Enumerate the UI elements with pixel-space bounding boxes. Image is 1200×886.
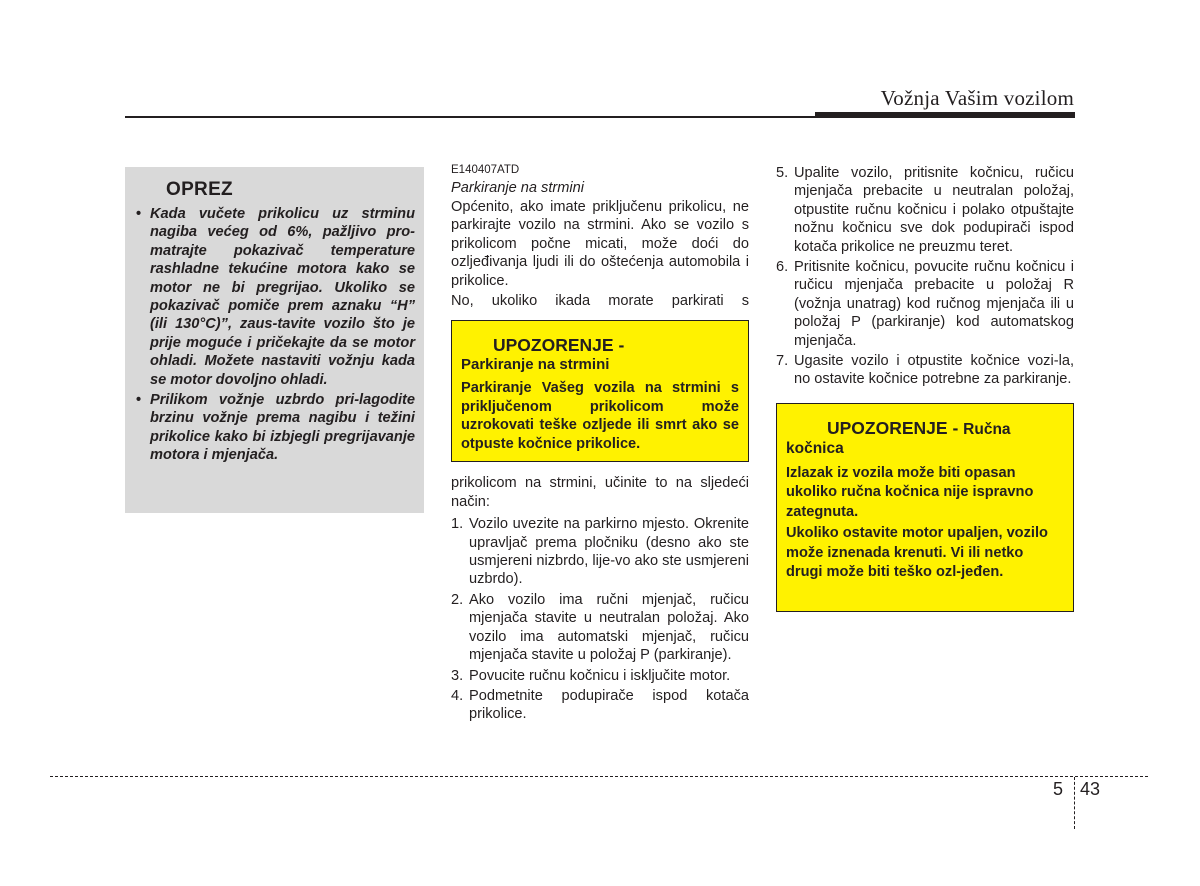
- caution-box: [125, 167, 424, 513]
- list-item: [451, 687, 749, 724]
- step-number: 5.: [776, 165, 789, 181]
- step-text: Pritisnite kočnicu, povucite ručnu kočnicu i ručicu mjenjača prebacite u položaj R (vožnja unatrag) kod ručnog mjenjača ili u položaj P (parkiranje) kod automatskog mjenjača.: [794, 259, 1074, 349]
- step-text: Povucite ručnu kočnicu i isključite motor.: [469, 667, 731, 684]
- paragraph: prikolicom na strmini, učinite to na sljedeći način:: [451, 475, 749, 510]
- list-item: [776, 258, 1074, 350]
- step-number: 6.: [776, 259, 789, 276]
- step-text: Ako vozilo ima ručni mjenjač, ručicu mjenjača stavite u neutralan položaj. Ako vozilo ima automatski mjenjač, ručicu mjenjača stavite u položaj P (parkiranje).: [469, 591, 749, 664]
- step-text: Upalite vozilo, pritisnite kočnicu, ručicu mjenjača prebacite u neutralan položaj, otpustite ručnu kočnicu i polako otpuštajte nožnu kočnicu sve dok podupirači ispod kotača prikolice ne preuzmu teret.: [794, 165, 1074, 255]
- header-rule-accent: [815, 112, 1075, 118]
- step-number: 2.: [451, 591, 464, 608]
- warning-body: Ukoliko ostavite motor upaljen, vozilo može iznenada krenuti. Vi ili netko drugi može biti teško ozl-jeđen.: [786, 525, 1048, 580]
- step-number: 3.: [451, 667, 464, 684]
- footer-rule: [50, 776, 1148, 777]
- caution-item: • Prilikom vožnje uzbrdo pri-lagodite brzinu vožnje prema nagibu i težini prikolice kako bi izbjegli pregrijavanje motora i mjenjača.: [136, 391, 415, 465]
- caution-list: [136, 205, 415, 465]
- steps-list: [451, 515, 749, 723]
- warning-body: Parkiranje Vašeg vozila na strmini s priključenom prikolicom može uzrokovati teške ozljede ili smrt ako se otpuste kočnice prikolice.: [461, 380, 739, 452]
- list-item: [451, 591, 749, 665]
- caution-item: • Kada vučete prikolicu uz strminu nagiba većeg od 6%, pažljivo pro-matrajte pokazivač temperature rashladne tekućine motora kako se motor ne bi pregrijao. Ukoliko se pokazivač pomiče prem aznaku “H” (ili 130°C)”, zaus-tavite vozilo što je prije moguće i pričekajte da se motor ohladi. Možete nastaviti vožnju kada se motor dovoljno ohladi.: [136, 205, 415, 389]
- warning-body: Izlazak iz vozila može biti opasan ukoliko ručna kočnica nije ispravno zategnuta.: [786, 464, 1034, 520]
- list-item: [776, 352, 1074, 389]
- warning-subtitle: Parkiranje na strmini: [461, 356, 610, 374]
- warning-title: UPOZORENJE -: [493, 335, 625, 356]
- page-number: 43: [1080, 779, 1101, 799]
- step-text: Ugasite vozilo i otpustite kočnice vozi-la, no ostavite kočnice potrebne za parkiranje.: [794, 353, 1074, 388]
- chapter-number: 5: [1053, 779, 1064, 799]
- section-heading: Parkiranje na strmini: [451, 180, 585, 196]
- list-item: [451, 515, 749, 589]
- paragraph: Općenito, ako imate priključenu prikolicu, ne parkirajte vozilo na strmini. Ako se vozilo s prikolicom počne micati, može doći do ozljeđivanja ljudi ili do oštećenja automobila i prikolice.: [451, 199, 749, 289]
- list-item: [451, 667, 749, 685]
- warning-title-line2: kočnica: [786, 439, 844, 457]
- right-column: [776, 164, 1074, 612]
- paragraph: No, ukoliko ikada morate parkirati s: [451, 293, 749, 310]
- list-item: [776, 164, 1074, 256]
- warning-box-parking: [451, 320, 749, 462]
- step-number: 7.: [776, 353, 789, 370]
- warning-title: [827, 418, 1063, 440]
- step-text: Vozilo uvezite na parkirno mjesto. Okrenite upravljač prema pločniku (desno ako ste usmjereni nizbrdo, lije-vo ako ste usmjereni uzbrdo).: [469, 516, 749, 588]
- running-header: Vožnja Vašim vozilom: [880, 86, 1074, 110]
- warning-box-handbrake: [776, 403, 1074, 612]
- step-number: 4.: [451, 687, 464, 704]
- step-number: 1.: [451, 516, 464, 533]
- caution-title: OPREZ: [166, 179, 233, 200]
- section-code: E140407ATD: [451, 164, 520, 176]
- warning-title-main: UPOZORENJE -: [827, 417, 959, 438]
- footer-divider: [1074, 777, 1075, 829]
- header-rule: [125, 116, 815, 118]
- middle-column: [451, 164, 749, 726]
- step-text: Podmetnite podupirače ispod kotača prikolice.: [469, 687, 749, 723]
- warning-title-tail: Ručna: [963, 420, 1011, 438]
- steps-list: [776, 164, 1074, 389]
